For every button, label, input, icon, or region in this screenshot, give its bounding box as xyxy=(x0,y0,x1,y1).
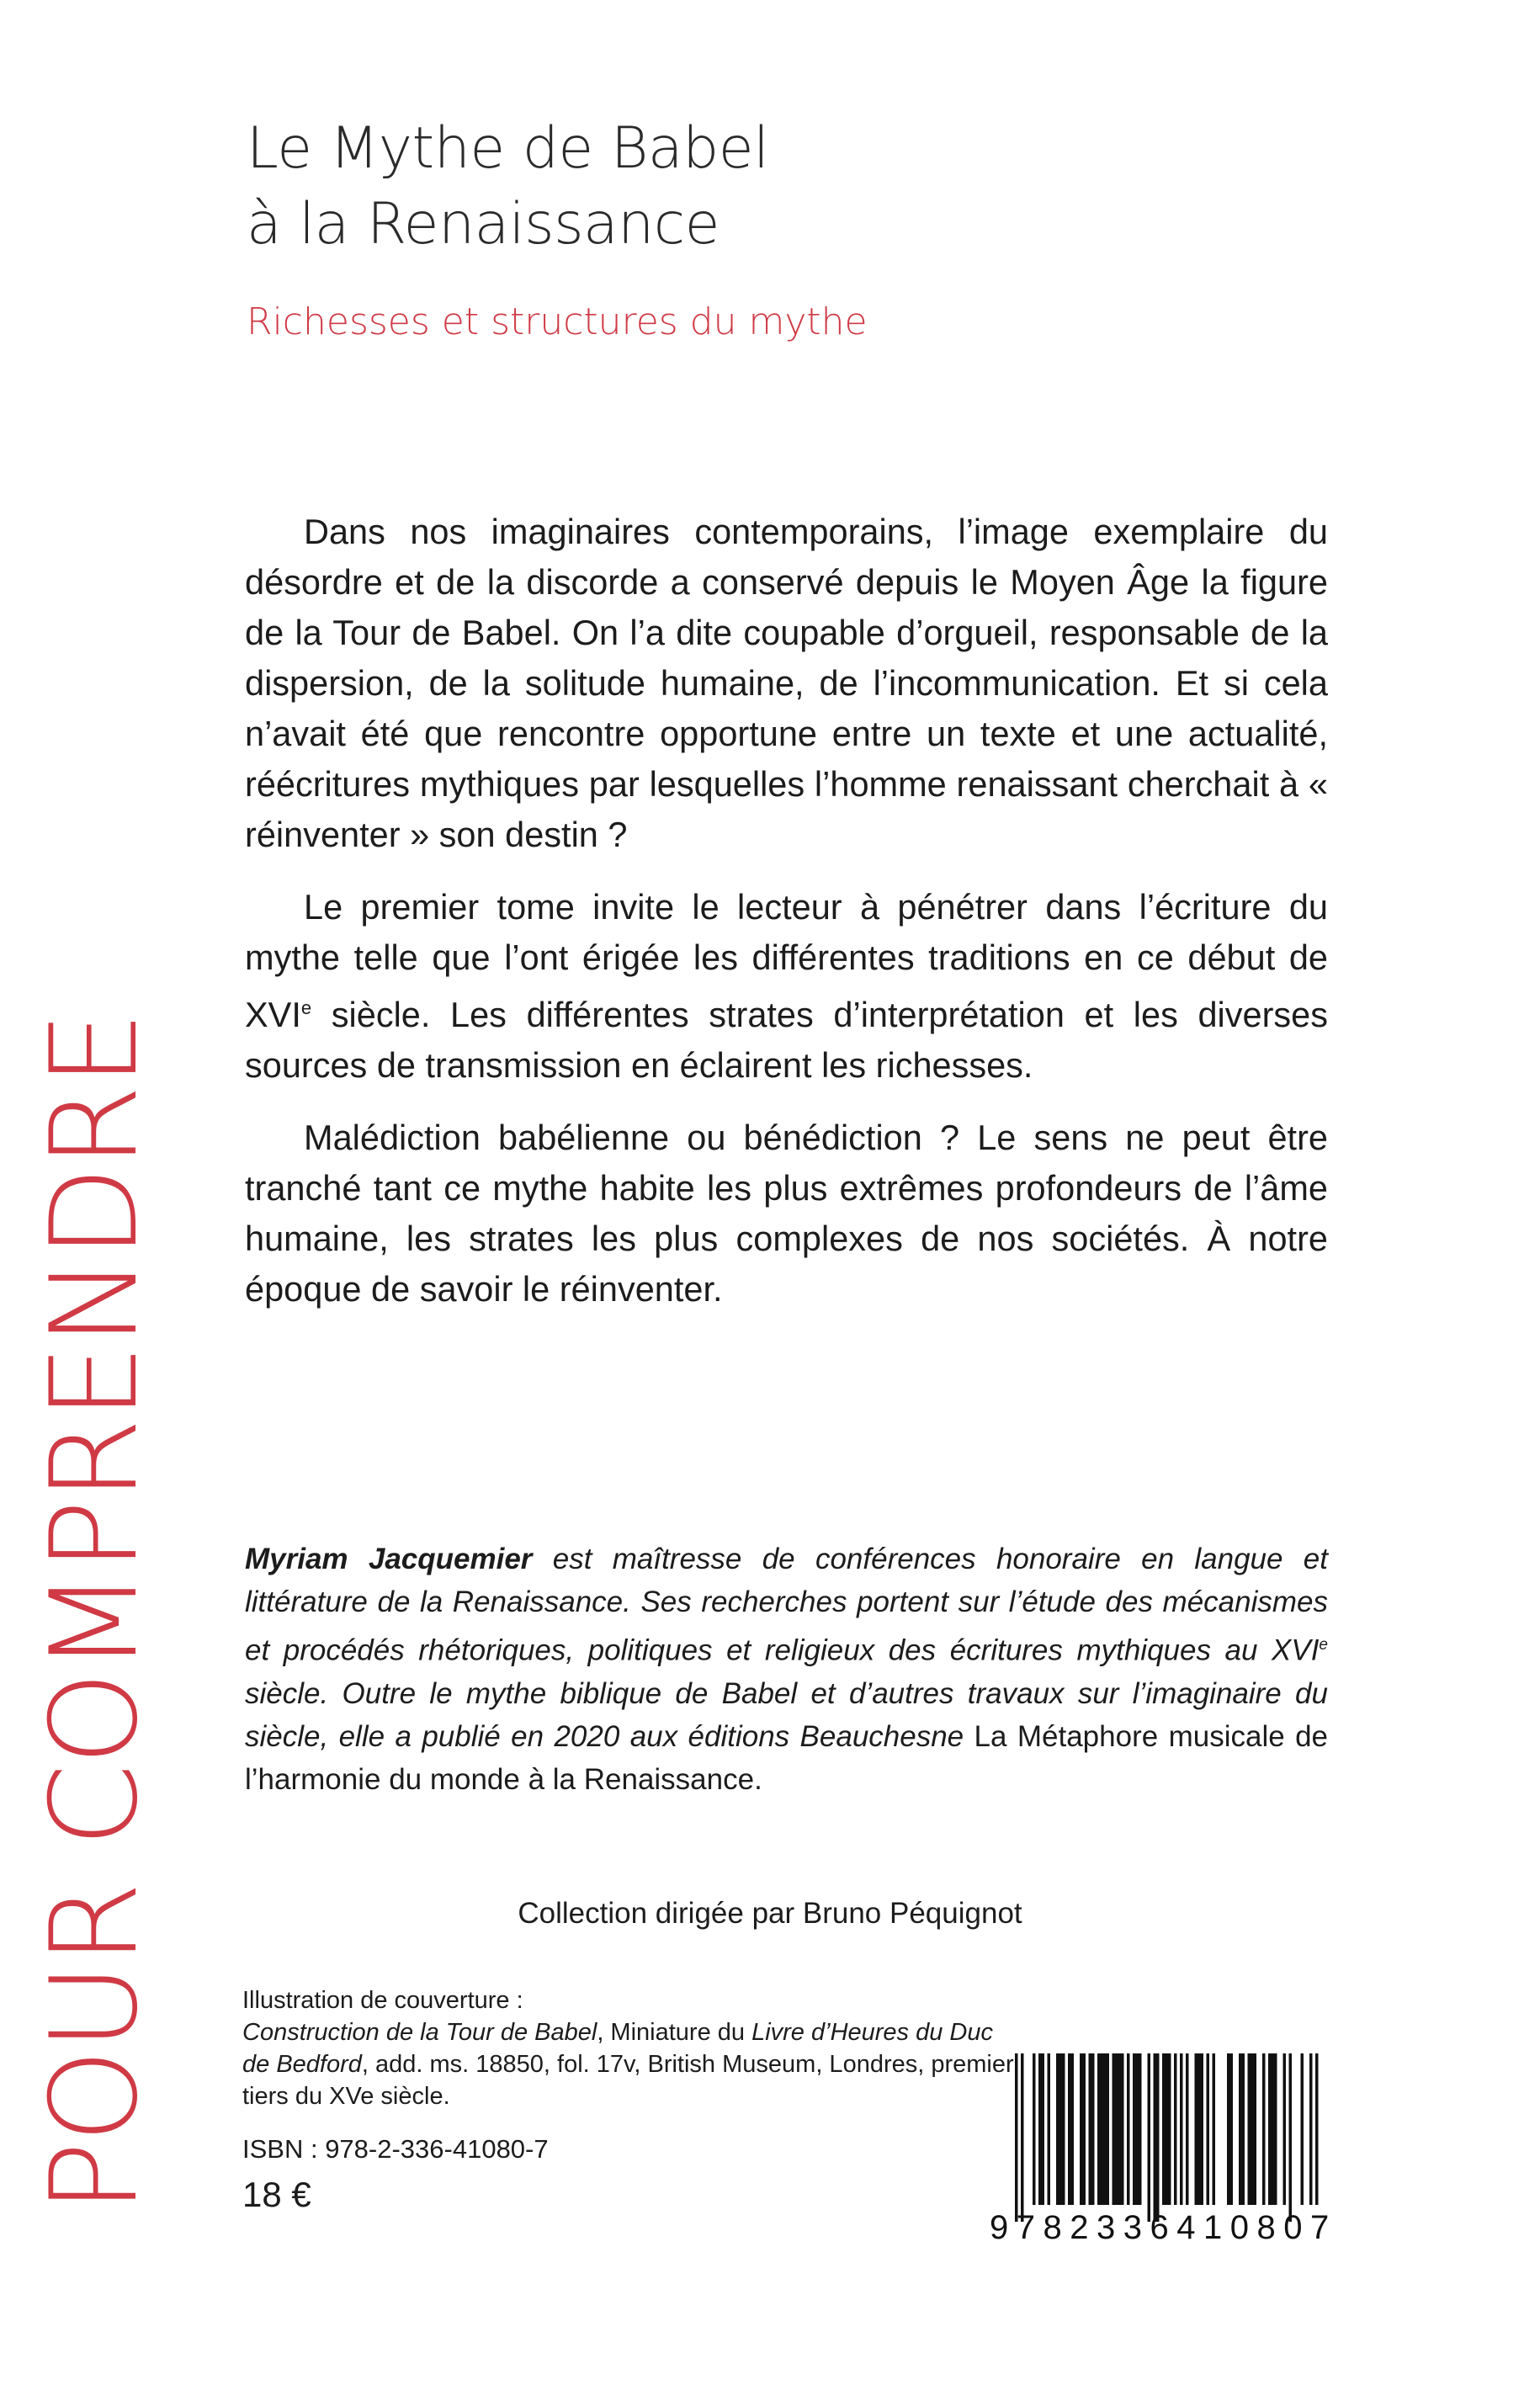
barcode-bar xyxy=(1248,2053,1251,2205)
barcode-bar xyxy=(1089,2053,1092,2205)
barcode-bar xyxy=(1015,2053,1018,2222)
isbn: ISBN : 978-2-336-41080-7 xyxy=(242,2134,549,2164)
barcode-bar xyxy=(1262,2053,1266,2205)
barcode-bar xyxy=(1197,2053,1201,2205)
summary-text xyxy=(245,507,1328,1336)
barcode-bar xyxy=(1080,2053,1083,2205)
barcode-bar xyxy=(1272,2053,1275,2205)
barcode-bar xyxy=(1180,2053,1183,2205)
title-line-1: Le Mythe de Babel xyxy=(247,115,769,182)
illustration-label: Illustration de couverture : xyxy=(242,1987,523,2014)
illustration-text-2: , add. ms. 18850, fol. 17v, British Museum, Londres, premier tiers du XVe siècle. xyxy=(242,2051,1014,2110)
barcode-bar xyxy=(1048,2053,1051,2205)
bio-text-b: siècle. Outre le mythe biblique de Babel et d’autres travaux sur l’imaginaire du siècle, elle a publié en 2020 aux éditions Beauchesne xyxy=(245,1676,1328,1753)
barcode-bar xyxy=(1068,2053,1071,2205)
barcode-bar xyxy=(1239,2053,1242,2205)
bio-superscript-e: e xyxy=(1319,1636,1328,1654)
barcode-bar xyxy=(1113,2053,1116,2205)
barcode-bar xyxy=(1166,2053,1169,2205)
title-line-2: à la Renaissance xyxy=(247,191,720,258)
barcode-bar xyxy=(1062,2053,1065,2205)
barcode-bar xyxy=(1242,2053,1245,2205)
barcode-bar xyxy=(1168,2053,1171,2205)
barcode-bar xyxy=(1301,2053,1304,2205)
barcode-bar xyxy=(1283,2053,1287,2205)
barcode-bar xyxy=(1274,2053,1277,2205)
barcode-bar xyxy=(1121,2053,1124,2205)
illustration-text-1: , Miniature du xyxy=(597,2019,752,2046)
summary-p2-text-a: Le premier tome invite le lecteur à pénétrer dans l’écriture du mythe telle que l’ont érigée les différentes traditions en ce début de XVI xyxy=(245,887,1328,1034)
book-title xyxy=(247,111,768,263)
barcode-bar xyxy=(1230,2053,1234,2205)
barcode-bar xyxy=(1107,2053,1110,2205)
barcode-bar xyxy=(1162,2053,1166,2205)
summary-paragraph-3: Malédiction babélienne ou bénédiction ? Le sens ne peut être tranché tant ce mythe habite les plus extrêmes profondeurs de l’âme humaine, les strates les plus complexes de nos sociétés. À notre époque de savoir le réinventer. xyxy=(245,1117,1328,1309)
barcode-bar xyxy=(1083,2053,1086,2205)
barcode-bar xyxy=(1213,2053,1216,2205)
author-bio xyxy=(245,1538,1328,1801)
barcode-bar xyxy=(1133,2053,1136,2205)
barcode-bar xyxy=(1309,2053,1313,2205)
barcode-bar xyxy=(1115,2053,1118,2205)
barcode-bar xyxy=(1289,2053,1293,2222)
barcode-bar xyxy=(1118,2053,1122,2205)
barcode-bar xyxy=(1154,2053,1157,2222)
barcode-bar xyxy=(1033,2053,1036,2205)
barcode-digits: 9782336410807 xyxy=(990,2209,1337,2246)
collection-director: Collection dirigée par Bruno Péquignot xyxy=(518,1897,1022,1930)
barcode-bar xyxy=(1174,2053,1177,2205)
barcode-bar xyxy=(1038,2053,1042,2205)
barcode-bar xyxy=(1139,2053,1142,2205)
barcode-bar xyxy=(1315,2053,1319,2205)
barcode-bar xyxy=(1195,2053,1198,2205)
barcode-bar xyxy=(1268,2053,1272,2205)
barcode-bar xyxy=(1091,2053,1095,2205)
barcode-bar xyxy=(1127,2053,1130,2205)
barcode-bar xyxy=(1136,2053,1139,2205)
barcode-bar xyxy=(1201,2053,1204,2205)
barcode-bar xyxy=(1227,2053,1230,2205)
barcode-bar xyxy=(1101,2053,1104,2205)
barcode-bar xyxy=(1103,2053,1107,2205)
illustration-credit xyxy=(242,1984,1017,2112)
barcode xyxy=(990,2053,1337,2247)
barcode-bar xyxy=(1097,2053,1101,2205)
summary-paragraph-2 xyxy=(245,882,1328,1091)
illustration-work-title: Construction de la Tour de Babel xyxy=(242,2019,597,2046)
barcode-bar xyxy=(1021,2053,1024,2222)
barcode-bar xyxy=(1254,2053,1257,2205)
author-name: Myriam Jacquemier xyxy=(245,1543,533,1575)
price: 18 € xyxy=(242,2175,311,2214)
barcode-bar xyxy=(1056,2053,1059,2205)
illustration-source-title: Livre d’Heures du Duc de Bedford xyxy=(242,2019,993,2078)
barcode-bar xyxy=(1148,2053,1151,2222)
summary-p2-text-b: siècle. Les différentes strates d’interprétation et les diverses sources de transmission en éclairent les richesses. xyxy=(245,994,1328,1085)
barcode-bar xyxy=(1207,2053,1210,2205)
illustration-details xyxy=(242,2016,1017,2112)
bio-text-a: est maîtresse de conférences honoraire en langue et littérature de la Renaissance. Ses recherches portent sur l’étude des mécanismes et procédés rhétoriques, politiques et religieux des écritures mythiques au XVI xyxy=(245,1543,1328,1667)
barcode-bar xyxy=(1251,2053,1254,2205)
summary-paragraph-1: Dans nos imaginaires contemporains, l’image exemplaire du désordre et de la discorde a conservé depuis le Moyen Âge la figure de la Tour de Babel. On l’a dite coupable d’orgueil, responsable de la dispersion, de la solitude humaine, de l’incommunication. Et si cela n’avait été que rencontre opportune entre un texte et une actualité, réécritures mythiques par lesquelles l’homme renaissant cherchait à « réinventer » son destin ? xyxy=(245,512,1328,854)
barcode-bar xyxy=(1186,2053,1189,2205)
bio-work-title: La Métaphore musicale de l’harmonie du monde à la Renaissance. xyxy=(245,1719,1329,1796)
barcode-bar xyxy=(1059,2053,1063,2205)
superscript-e: e xyxy=(300,997,312,1018)
book-subtitle: Richesses et structures du mythe xyxy=(247,300,868,343)
barcode-bar xyxy=(1042,2053,1045,2205)
barcode-bar xyxy=(1156,2053,1160,2222)
series-label: POUR COMPRENDRE xyxy=(25,1012,164,2213)
barcode-bar xyxy=(1071,2053,1075,2205)
